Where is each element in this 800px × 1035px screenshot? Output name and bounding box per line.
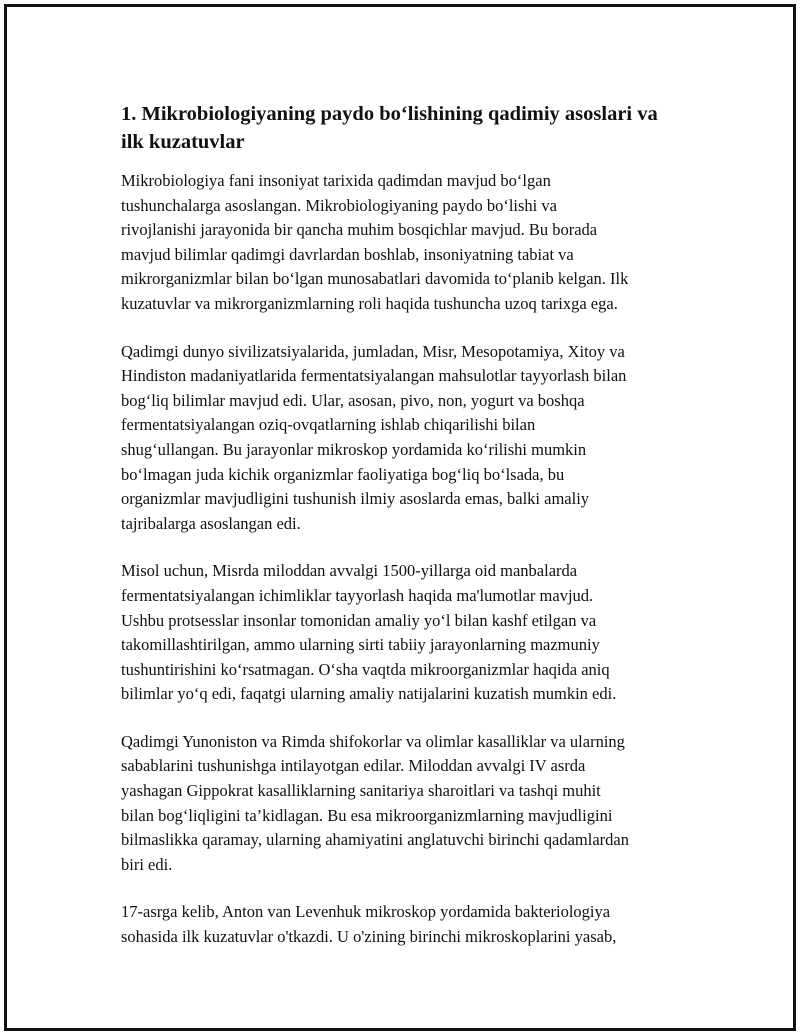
text-line: rivojlanishi jarayonida bir qancha muhim bosqichlar mavjud. Bu borada [121,220,598,240]
page-content [121,100,696,973]
text-line: tushunchalarga asoslangan. Mikrobiologiyaning paydo bo‘lishi va [121,195,557,215]
section-heading [121,100,696,156]
text-line: yashagan Gippokrat kasalliklarning sanitariya sharoitlari va tashqi muhit [121,781,601,801]
text-line: bilan bog‘liqligini ta’kidlagan. Bu esa mikroorganizmlarning mavjudligini [121,805,613,825]
paragraph [121,559,696,707]
text-line: bo‘lmagan juda kichik organizmlar faoliyatiga bog‘liq bo‘lsada, bu [121,464,565,484]
text-line: takomillashtirilgan, ammo ularning sirti tabiiy jarayonlarning mazmuniy [121,635,600,655]
text-line: fermentatsiyalangan ichimliklar tayyorlash haqida ma'lumotlar mavjud. [121,585,594,605]
paragraph [121,340,696,537]
text-line: Hindiston madaniyatlarida fermentatsiyalangan mahsulotlar tayyorlash bilan [121,366,627,386]
text-line: Qadimgi dunyo sivilizatsiyalarida, jumladan, Misr, Mesopotamiya, Xitoy va [121,341,625,361]
paragraph [121,730,696,878]
text-line: Mikrobiologiya fani insoniyat tarixida qadimdan mavjud bo‘lgan [121,171,551,190]
text-line: sohasida ilk kuzatuvlar o'tkazdi. U o'zining birinchi mikroskoplarini yasab, [121,927,617,947]
paragraph [121,900,696,949]
paragraph [121,169,696,317]
text-line: shug‘ullangan. Bu jarayonlar mikroskop yordamida ko‘rilishi mumkin [121,439,587,459]
text-line: sabablarini tushunishga intilayotgan edilar. Miloddan avvalgi IV asrda [121,756,586,776]
text-line: mikrorganizmlar bilan bo‘lgan munosabatlari davomida to‘planib kelgan. Ilk [121,269,629,289]
text-line: bilimlar yo‘q edi, faqatgi ularning amaliy natijalarini kuzatish mumkin edi. [121,684,617,704]
text-line: Misol uchun, Misrda miloddan avvalgi 1500-yillarga oid manbalarda [121,561,578,581]
heading-line: 1. Mikrobiologiyaning paydo bo‘lishining qadimiy asoslari va [121,103,658,125]
text-line: Qadimgi Yunoniston va Rimda shifokorlar va olimlar kasalliklar va ularning [121,731,625,751]
document-page [4,4,796,1031]
text-line: tushuntirishini ko‘rsatmagan. O‘sha vaqtda mikroorganizmlar haqida aniq [121,659,610,679]
text-line: bilmaslikka qaramay, ularning ahamiyatini anglatuvchi birinchi qadamlardan [121,830,629,850]
text-line: bog‘liq bilimlar mavjud edi. Ular, asosan, pivo, non, yogurt va boshqa [121,390,585,410]
text-line: biri edi. [121,854,173,874]
text-line: kuzatuvlar va mikrorganizmlarning roli haqida tushuncha uzoq tarixga ega. [121,293,618,313]
text-line: mavjud bilimlar qadimgi davrlardan boshlab, insoniyatning tabiat va [121,244,574,264]
text-line: fermentatsiyalangan oziq-ovqatlarning ishlab chiqarilishi bilan [121,415,536,435]
text-line: Ushbu protsesslar insonlar tomonidan amaliy yo‘l bilan kashf etilgan va [121,610,597,630]
text-line: organizmlar mavjudligini tushunish ilmiy asoslarda emas, balki amaliy [121,489,590,509]
text-line: 17-asrga kelib, Anton van Levenhuk mikroskop yordamida bakteriologiya [121,902,611,922]
heading-line: ilk kuzatuvlar [121,131,245,153]
text-line: tajribalarga asoslangan edi. [121,513,301,533]
